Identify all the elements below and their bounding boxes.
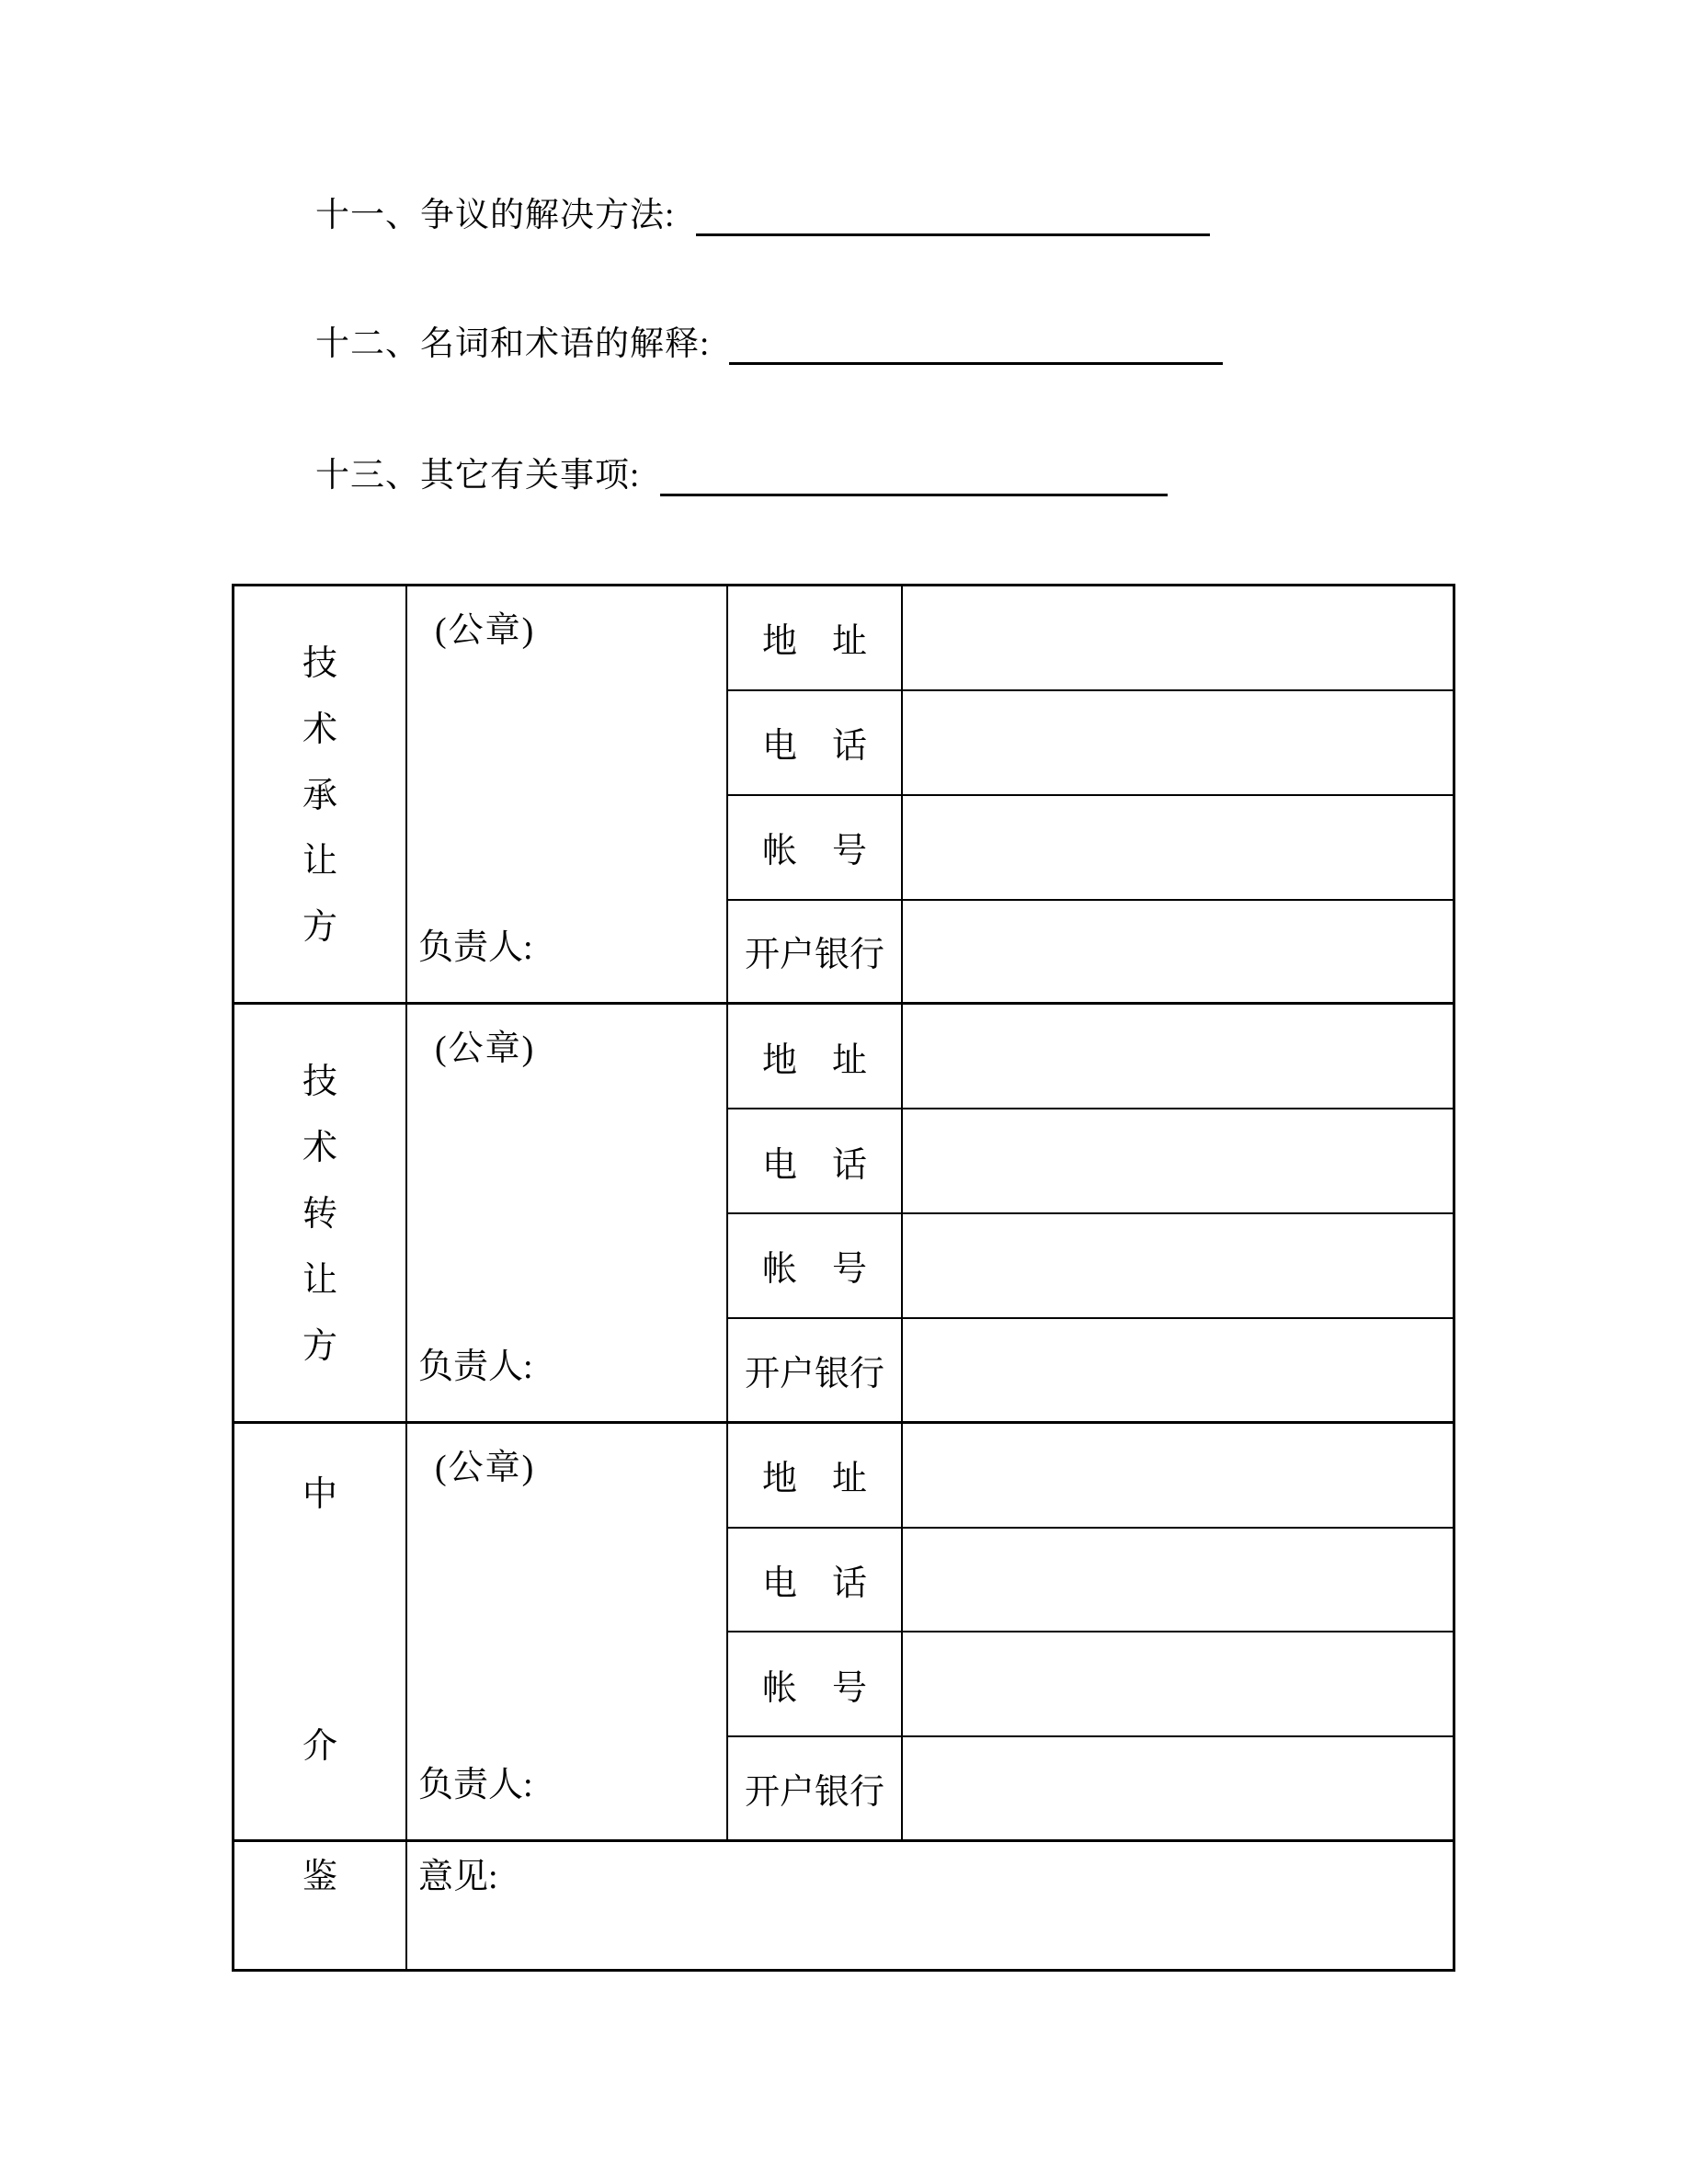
party-char: 让	[302, 842, 337, 882]
party-name-intermediary	[234, 1424, 407, 1842]
attestation-label: 鉴	[234, 1842, 407, 1969]
bank-label: 开户银行	[728, 1319, 903, 1424]
clause-12-heading: 十二、名词和术语的解释:	[315, 325, 711, 363]
address-value-cell	[903, 1424, 1453, 1529]
account-value-cell	[903, 796, 1453, 901]
party-char: 让	[302, 1260, 337, 1300]
party-char: 技	[302, 1063, 337, 1102]
official-seal-label: (公章)	[435, 1448, 536, 1487]
seal-and-manager-cell-intermediary	[407, 1424, 728, 1842]
party-char: 中	[302, 1474, 337, 1514]
manager-label: 负责人:	[418, 928, 533, 968]
party-char: 方	[302, 908, 337, 948]
address-value-cell	[903, 1005, 1453, 1109]
opinion-label-cell: 意见:	[418, 1858, 498, 1896]
account-value-cell	[903, 1214, 1453, 1319]
clause-11-blank-line	[696, 197, 1210, 236]
address-value-cell	[903, 586, 1453, 691]
account-label: 帐 号	[728, 1214, 903, 1319]
bank-value-cell	[903, 901, 1453, 1006]
party-char: 转	[302, 1194, 337, 1234]
bank-label: 开户银行	[728, 901, 903, 1006]
phone-value-cell	[903, 1529, 1453, 1633]
address-label: 地 址	[728, 1005, 903, 1109]
clause-13-heading: 十三、其它有关事项:	[315, 457, 641, 495]
signature-table	[232, 584, 1455, 1972]
party-char: 术	[302, 1129, 337, 1168]
party-char: 方	[302, 1326, 337, 1366]
seal-and-manager-cell-transferor	[407, 1005, 728, 1423]
phone-value-cell	[903, 1109, 1453, 1214]
official-seal-label: (公章)	[435, 1029, 536, 1069]
phone-label: 电 话	[728, 691, 903, 796]
official-seal-label: (公章)	[435, 611, 536, 650]
bank-value-cell	[903, 1319, 1453, 1424]
account-value-cell	[903, 1632, 1453, 1737]
clause-12-blank-line	[729, 325, 1223, 365]
clause-13-blank-line	[660, 457, 1168, 496]
party-char: 术	[302, 710, 337, 749]
manager-label: 负责人:	[418, 1766, 533, 1804]
bank-label: 开户银行	[728, 1737, 903, 1842]
seal-and-manager-cell-transferee	[407, 586, 728, 1005]
party-name-transferee	[234, 586, 407, 1005]
clause-11-heading: 十一、争议的解决方法:	[315, 197, 676, 234]
address-label: 地 址	[728, 1424, 903, 1529]
party-char: 承	[302, 776, 337, 815]
phone-value-cell	[903, 691, 1453, 796]
manager-label: 负责人:	[418, 1347, 533, 1386]
account-label: 帐 号	[728, 796, 903, 901]
phone-label: 电 话	[728, 1109, 903, 1214]
address-label: 地 址	[728, 586, 903, 691]
party-char: 介	[302, 1727, 337, 1766]
account-label: 帐 号	[728, 1632, 903, 1737]
bank-value-cell	[903, 1737, 1453, 1842]
phone-label: 电 话	[728, 1529, 903, 1633]
party-name-transferor	[234, 1005, 407, 1423]
party-char: 技	[302, 644, 337, 683]
